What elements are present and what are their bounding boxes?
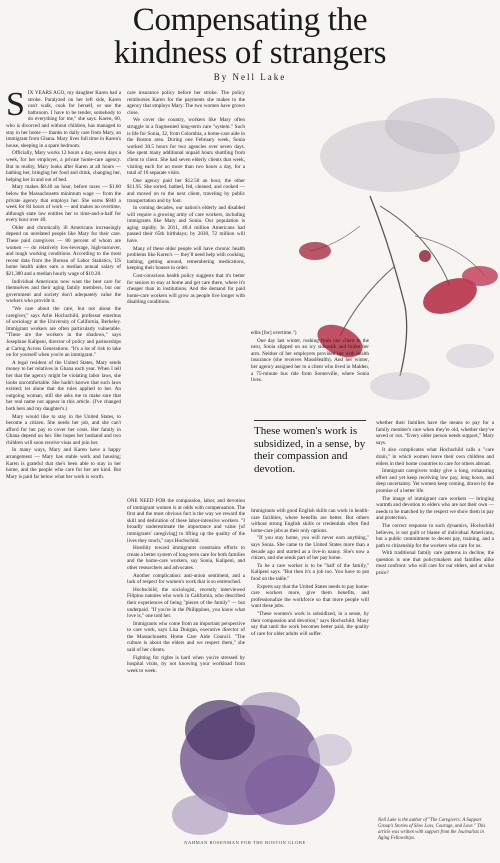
- paragraph: With traditional family care patterns in decline, the question is one that policymakers and families alike must confront: who will care for our elders, and at what price?: [376, 550, 494, 577]
- headline-line-2: kindness of strangers: [113, 35, 387, 71]
- paragraph: It also complicates what Hochschild calls a "care drain," in which women leave their own children and elders in their home countries to care for others abroad.: [376, 447, 494, 467]
- paragraph: The image of immigrant care workers — bringing warmth and devotion to elders who are not their own — needs to be matched by the respect we show them in pay and protection.: [376, 495, 494, 522]
- paragraph: "We care about the care, but not about the caregiver," says Arlie Hochschild, professor emeritus of sociology at the University of California, Berkeley. Immigrant workers are often particularly vulnerable. "These are the workers in the shadows," says Josephine Kalipeni, director of policy and partnerships at Caring Across Generations. "It's a lot of risk to take on for yourself when you're an immigrant.": [6, 306, 121, 359]
- paragraph: Immigrants who come from an important perspective to care work, says Lisa Dungan, executive director of the Massachusetts Home Care Aide Council. "The culture is about the elders and we respect them," she said of her clients.: [127, 620, 245, 654]
- paragraph: Hostility toward immigrants constrains efforts to create a better system of long-term care for both families and the home-care workers, say Sonia, Kalipeni, and other researchers and advocates.: [127, 545, 245, 571]
- column-4: [376, 420, 494, 815]
- pull-quote-rule: [254, 420, 366, 421]
- column-3-bottom: [251, 508, 369, 863]
- paragraph: Older and chronically ill Americans increasingly depend on unrelated people like Mary for their care. These paid caregivers — 80 percent of whom are women — do relatively low-leverage, high-turnover, and tough working conditions. According to the most recent data from the Bureau of Labor Statistics, US home health aides earn a median annual salary of $21,380 and a median hourly wage of $10.28.: [6, 224, 121, 278]
- paragraph: In coming decades, our nation's elderly and disabled will require a growing army of care workers, including immigrants like Mary and Sonia. Our population is aging rapidly. In 2011, 40.4 million Americans had passed their 65th birthdays; by 2030, 72 million will have.: [127, 205, 245, 245]
- lead-paragraph: SIX YEARS AGO, my daughter Karen had a stroke. Paralyzed on her left side, Karen can't walk, cook for herself, or use the bathroom. I have to be tender, somebody to do everything for me," she says. Karen, 60, who is divorced and without children, has managed to stay in her home — thanks to daily care from Mary, an immigrant from Ghana. Mary lives full time in Karen's house, sleeping in a spare bedroom.: [6, 86, 121, 149]
- column-2: [127, 90, 245, 495]
- paragraph: Officially, Mary works 12 hours a day, seven days a week, for her employer, a private home-care agency. But in reality, Mary looks after Karen at all hours — bathing her, bringing her food and drink, changing her, helping her in and out of bed.: [6, 150, 121, 183]
- paragraph: Many of these older people will have chronic health problems like Karen's — they'll need help with cooking, bathing, getting around, remembering medications, keeping their houses in order.: [127, 245, 245, 272]
- paragraph: One agency paid her $12.50 an hour, the other $11.95. She sorted, bathed, fed, cleaned, and cooked — and moved on to the next client, traveling by public transportation and by foot.: [127, 177, 245, 204]
- column-3-top: [251, 330, 369, 416]
- paragraph: Cost-conscious health policy suggests that it's better for seniors to stay at home and get care there, where it's cheaper than in institutions. And the demand for paid home-care workers will grow as people live longer with disabling conditions.: [127, 273, 245, 306]
- paragraph: Experts say that the United States needs to pay home-care workers more, give them benefits, and professionalize the workforce so that more people will want these jobs.: [251, 583, 369, 610]
- drop-cap: S: [6, 86, 25, 123]
- paragraph: In many ways, Mary and Karen have a happy arrangement — Mary has stable work and housing; Karen is grateful that she's been able to stay in her home, and the people who care for her are kind. But Mary is paid far below what her work is worth.: [6, 447, 121, 480]
- paragraph: whether their families have the means to pay for a family member's care when they're old, whether they've saved or not. "Every older person needs support," Mary says.: [376, 420, 494, 446]
- paragraph: Hochschild, the sociologist, recently interviewed Filipino nannies who work in California, who described their experiences of being "pieces of the family" — but underpaid. "If you're in the Philippines, you know what love is," one told her.: [127, 586, 245, 620]
- column-1: [6, 86, 121, 856]
- illustration-credit: NAHMAN ROSENMAN FOR THE BOSTON GLOBE: [184, 840, 306, 845]
- paragraph: A legal resident of the United States, Mary sends money to her relatives in Ghana each year. When I tell her that the agency might be violating labor laws, she looks uncomfortable. She hadn't known that such laws existed; let alone that the rules applied to her. An outgoing woman, still she asks me to make sure that her real name not appear in this article. (I've changed both hers and my daughter's.): [6, 359, 121, 412]
- column-2-bottom: [127, 498, 245, 674]
- paragraph: Individual Americans now want the best care for themselves and their aging family members, but our government and society don't adequately value the workers who provide it.: [6, 278, 121, 305]
- paragraph: Mary makes $8.40 an hour, before taxes — $1.60 below the Massachusetts minimum wage — from the private agency that employs her. She earns $840 a week for 84 hours of work — and makes no overtime, although state law entitles her to time-and-a-half for every hour over 40.: [6, 184, 121, 224]
- pull-quote: These women's work is subsidized, in a sense, by their compassion and devotion.: [254, 420, 366, 475]
- headline-line-1: Compensating the: [132, 2, 368, 38]
- paragraph: ONE NEED FOR the compassion, labor, and devotion of immigrant women is at odds with compensation. The first and the most obvious fact is the way we reward the skill and dedication of these labor-intensive workers. "I broadly underestimate the importance and value [of immigrants' caregiving] to lifting up the quality of the lives they touch," says Hochschild.: [127, 498, 245, 544]
- paragraph: "These women's work is subsidized, in a sense, by their compassion and devotion," says Hochschild. Many say that until the work becomes better paid, the quality of care for older adults will suffer.: [251, 610, 369, 637]
- paragraph: Another complication: anti-union sentiment, and a lack of respect for women's work that is so entrenched.: [127, 572, 245, 586]
- byline: By Nell Lake: [213, 72, 287, 82]
- paragraph: To be a care worker is to be "half of the family," Kalipeni says. "But then it's a job too. You have to put food on the table.": [251, 562, 369, 582]
- paragraph: We cover the country, workers like Mary often struggle in a fragmented long-term care "system." Such is life for Sonia, 32, from Colombia, a home-care aide in the Boston area. During one February week, Sonia worked 30.5 hours for two agencies over seven days. She spent many additional unpaid hours shuttling from client to client. She had seven elderly clients that week, visiting each for no more than two hours a day, for a total of 16 separate visits.: [127, 117, 245, 177]
- author-bio: Nell Lake is the author of "The Caregivers: A Support Group's Stories of Slow Loss, Courage, and Love." This article was written with support from the Journalists in Aging Fellowships.: [378, 818, 486, 841]
- paragraph: The correct response to such dynamics, Hochschild believes, is not guilt or blame of individual Americans, but a public commitment to decent pay, training, and a path to citizenship for the workers who care for us.: [376, 522, 494, 549]
- headline: [0, 4, 500, 70]
- paragraph: "If you stay home, you will never earn anything," says Sonia. She came to the United States more than a decade ago and started as a live-in nanny. She's now a citizen, and she sends part of her pay home.: [251, 535, 369, 562]
- paragraph: Immigrants with good English skills can work in health-care facilities, where benefits are better. But others without strong English skills or credentials often find home-care jobs as their only options.: [251, 508, 369, 534]
- paragraph: Fighting for rights is hard when you're stressed by hospital visits, by not knowing your workload from week to week.: [127, 654, 245, 674]
- paragraph: One day last winter, rushing from one client to the next, Sonia slipped on an icy sidewalk and broke her arm. Neither of her employers provided her with health insurance (she receives MassHealth). And her winter, her agency assigned her to a client who lived in Malden, a 75-minute bus ride from Somerville, where Sonia lives.: [251, 337, 369, 384]
- paragraph: Immigrant caregivers today give a long, exhausting effort and yet keep receiving low pay, long hours, and deep uncertainty. Yet women keep coming, drawn by the promise of a better life.: [376, 468, 494, 494]
- paragraph: care insurance policy before her stroke. The policy reimburses Karen for the payments she makes to the agency that employs Mary. The two women have grown close.: [127, 90, 245, 116]
- paragraph: edits [for] overtime."): [251, 330, 297, 336]
- paragraph: Mary would like to stay in the United States, to become a citizen. She needs her job, and she can't afford for her pay to cover her costs. Her family in Ghana depend on her. She hopes her husband and two children will soon receive visas and join her.: [6, 413, 121, 446]
